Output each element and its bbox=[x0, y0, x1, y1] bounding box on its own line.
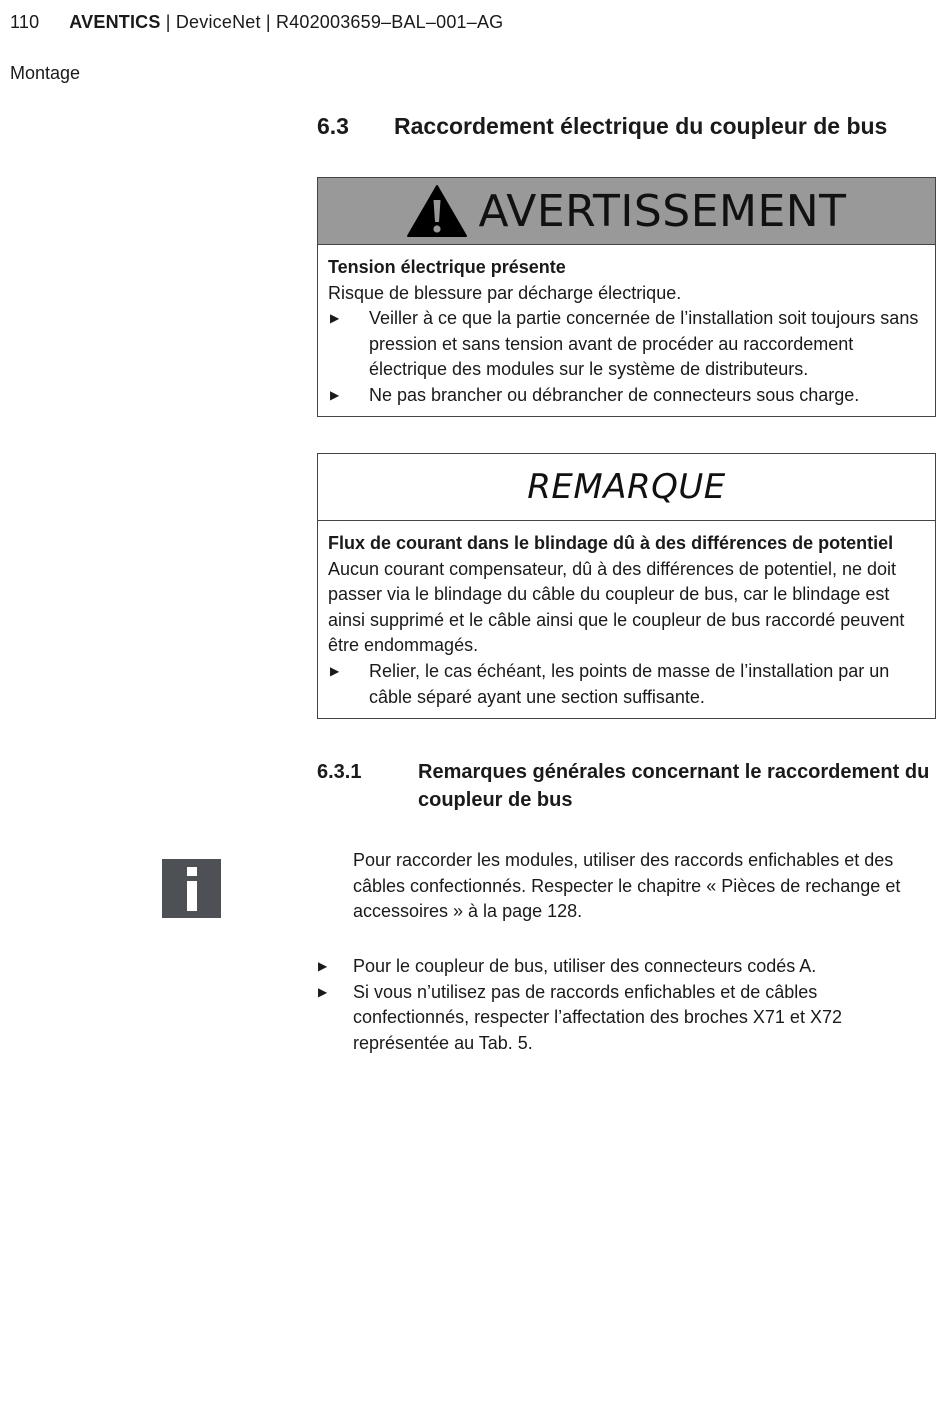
warning-subtitle: Tension électrique présente bbox=[328, 257, 566, 277]
warning-body bbox=[318, 245, 935, 409]
warning-box bbox=[317, 177, 936, 417]
bullet-arrow-icon: ▶ bbox=[330, 663, 340, 678]
page-number: 110 bbox=[10, 12, 40, 32]
note-title: REMARQUE bbox=[527, 467, 726, 507]
note-text: Aucun courant compensateur, dû à des différences de potentiel, ne doit passer via le blindage du câble du coupleur de bus, car le blindage est ainsi supprimé et le câble ainsi que le coupleur de bus raccordé peuvent être endommagés. bbox=[328, 558, 905, 656]
bullet-arrow-icon: ▶ bbox=[330, 311, 340, 326]
warning-header bbox=[318, 178, 935, 245]
note-body bbox=[318, 521, 935, 710]
list-item-text: Pour le coupleur de bus, utiliser des connecteurs codés A. bbox=[353, 956, 817, 976]
instruction-list bbox=[317, 954, 937, 1056]
bullet-arrow-icon: ▶ bbox=[318, 984, 328, 999]
warning-bullet-text: Veiller à ce que la partie concernée de l’installation soit toujours sans pression et sans tension avant de procéder au raccordement électrique des modules sur le système de distributeurs. bbox=[369, 308, 919, 380]
subsection-heading bbox=[317, 758, 938, 814]
note-box bbox=[317, 453, 936, 719]
list-item bbox=[317, 980, 937, 1057]
page-header bbox=[10, 12, 503, 33]
note-bullet bbox=[328, 659, 927, 710]
bullet-arrow-icon: ▶ bbox=[318, 959, 328, 973]
document-info: | DeviceNet | R402003659–BAL–001–AG bbox=[160, 12, 504, 32]
warning-bullet bbox=[328, 383, 927, 409]
info-icon bbox=[162, 859, 221, 918]
note-subtitle: Flux de courant dans le blindage dû à des différences de potentiel bbox=[328, 533, 894, 553]
list-item bbox=[317, 954, 937, 980]
section-number: 6.3 bbox=[317, 113, 349, 139]
warning-text: Risque de blessure par décharge électrique. bbox=[328, 282, 682, 303]
note-bullet-text: Relier, le cas échéant, les points de masse de l’installation par un câble séparé ayant une section suffisante. bbox=[369, 660, 890, 707]
warning-bullet-text: Ne pas brancher ou débrancher de connecteurs sous charge. bbox=[369, 384, 860, 405]
warning-triangle-icon bbox=[406, 184, 468, 238]
note-header bbox=[318, 454, 935, 521]
info-paragraph: Pour raccorder les modules, utiliser des raccords enfichables et des câbles confectionnés. Respecter le chapitre « Pièces de rechange et accessoires » à la page 128. bbox=[353, 850, 901, 922]
bullet-arrow-icon: ▶ bbox=[330, 387, 340, 402]
warning-bullet bbox=[328, 306, 927, 383]
brand-name: AVENTICS bbox=[69, 12, 161, 32]
section-title: Raccordement électrique du coupleur de bus bbox=[394, 113, 888, 139]
subsection-title: Remarques générales concernant le raccordement du coupleur de bus bbox=[418, 761, 930, 811]
subsection-number: 6.3.1 bbox=[317, 761, 362, 783]
section-label: Montage bbox=[10, 63, 81, 83]
warning-title: AVERTISSEMENT bbox=[478, 185, 847, 237]
list-item-text: Si vous n’utilisez pas de raccords enfichables et de câbles confectionnés, respecter l’affectation des broches X71 et X72 représentée au Tab. 5. bbox=[353, 981, 842, 1053]
section-heading bbox=[317, 113, 887, 140]
